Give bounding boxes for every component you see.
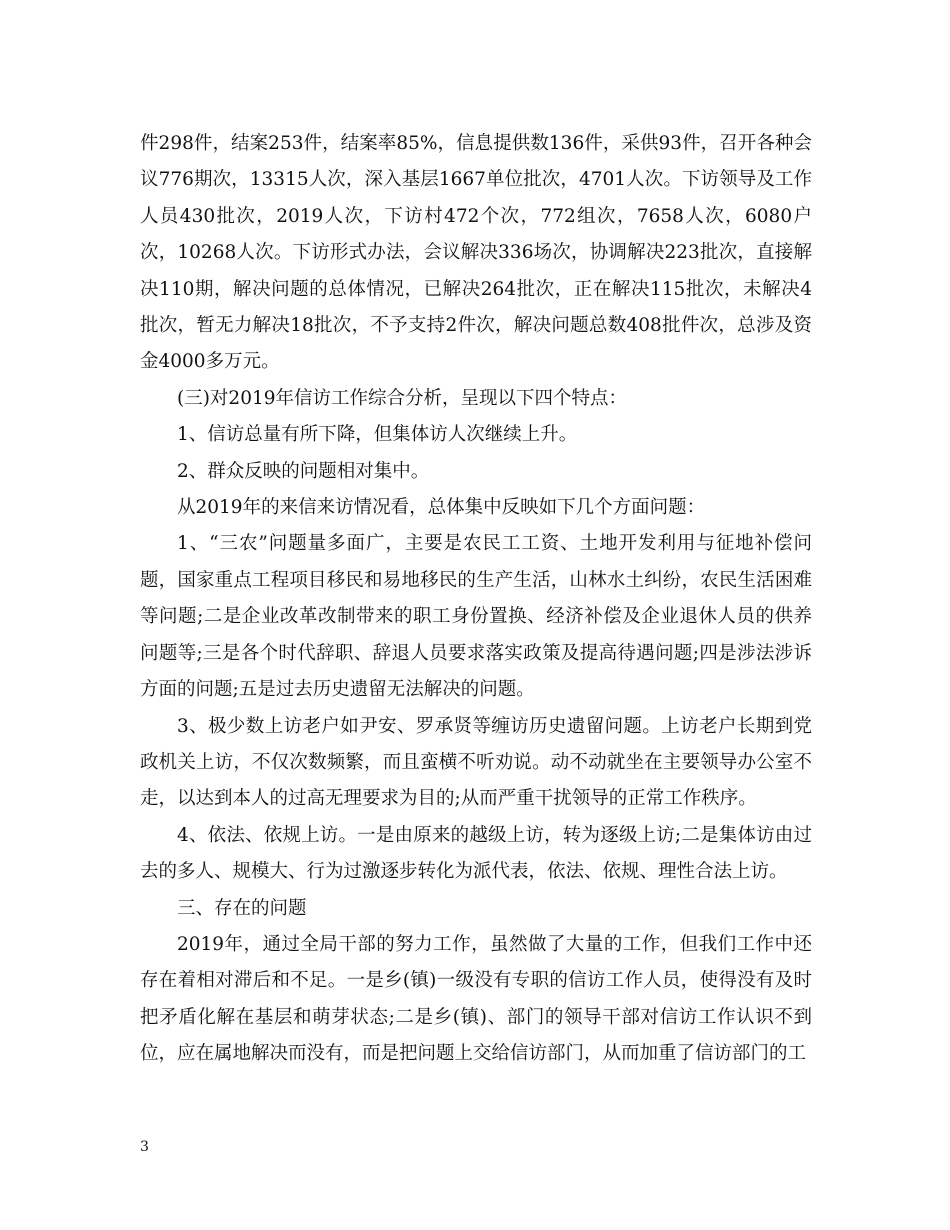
paragraph-3: 1、信访总量有所下降，但集体访人次继续上升。	[177, 424, 578, 446]
section-heading: 三、存在的问题	[177, 897, 307, 919]
paragraph-7: 3、极少数上访老户如尹安、罗承贤等缠访历史遗留问题。上访老户长期到党政机关上访，不仅次数频繁，而且蛮横不听劝说。动不动就坐在主要领导办公室不走，以达到本人的过高无理要求为目的;从而严重干扰领导的正常工作秩序。	[140, 715, 812, 810]
page-number: 3	[140, 1139, 149, 1155]
paragraph-10: 2019年，通过全局干部的努力工作，虽然做了大量的工作，但我们工作中还存在着相对滞后和不足。一是乡(镇)一级没有专职的信访工作人员，使得没有及时把矛盾化解在基层和萌芽状态;二是乡(镇)、部门的领导干部对信访工作认识不到位，应在属地解决而没有，而是把问题上交给信访部门，从而加重了信访部门的工	[140, 933, 812, 1065]
paragraph-4: 2、群众反映的问题相对集中。	[177, 460, 430, 482]
paragraph-6: 1、“三农”问题量多面广，主要是农民工工资、土地开发利用与征地补偿问题，国家重点工程项目移民和易地移民的生产生活，山林水土纠纷，农民生活困难等问题;二是企业改革改制带来的职工身份置换、经济补偿及企业退休人员的供养问题等;三是各个时代辞职、辞退人员要求落实政策及提高待遇问题;四是涉法涉诉方面的问题;五是过去历史遗留无法解决的问题。	[140, 533, 812, 701]
document-body	[140, 126, 812, 1073]
paragraph-1: 件298件，结案253件，结案率85%，信息提供数136件，采供93件，召开各种会议776期次，13315人次，深入基层1667单位批次，4701人次。下访领导及工作人员430批次，2019人次，下访村472个次，772组次，7658人次，6080户次，10268人次。下访形式办法，会议解决336场次，协调解决223批次，直接解决110期，解决问题的总体情况，已解决264批次，正在解决115批次，未解决4批次，暂无力解决18批次，不予支持2件次，解决问题总数408批件次，总涉及资金4000多万元。	[140, 133, 812, 373]
paragraph-8: 4、依法、依规上访。一是由原来的越级上访，转为逐级上访;二是集体访由过去的多人、规模大、行为过激逐步转化为派代表，依法、依规、理性合法上访。	[140, 824, 812, 883]
paragraph-5: 从2019年的来信来访情况看，总体集中反映如下几个方面问题：	[177, 497, 706, 519]
paragraph-2: (三)对2019年信访工作综合分析，呈现以下四个特点：	[177, 387, 628, 409]
